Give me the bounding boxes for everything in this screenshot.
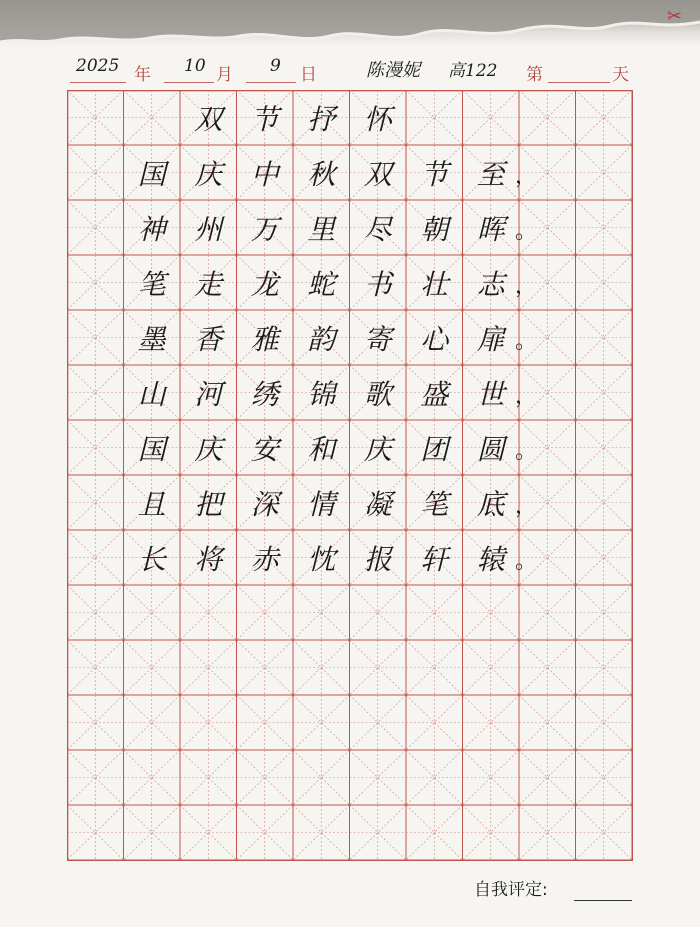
title-character (519, 90, 576, 145)
poem-character: 报 (363, 542, 392, 576)
tian-label: 天 (612, 65, 629, 85)
poem-character: 秋 (307, 157, 336, 191)
poem-punctuation: ， (515, 164, 538, 189)
poem-punctuation: ， (515, 384, 538, 409)
poem-character (576, 200, 633, 255)
torn-edge-decoration (0, 0, 700, 46)
poem-punctuation: ， (515, 274, 538, 299)
poem-character: 盛 (420, 377, 449, 411)
poem-character (576, 420, 633, 475)
day-label: 日 (300, 65, 317, 85)
poem-character: 山 (137, 377, 166, 411)
poem-character: 锦 (307, 377, 336, 411)
poem-character: 底 (476, 487, 505, 521)
poem-line (67, 475, 632, 530)
poem-character: 赤 (250, 542, 279, 576)
self-evaluation-label: 自我评定: (474, 880, 548, 900)
month-label: 月 (216, 65, 233, 85)
title-character (406, 90, 463, 145)
poem-line (67, 145, 632, 200)
poem-character: 里 (307, 212, 336, 246)
poem-character: 志 (476, 267, 505, 301)
poem-character: 国 (137, 432, 166, 466)
title-row (67, 90, 632, 145)
poem-character: 墨 (137, 322, 166, 356)
poem-character: 团 (420, 432, 449, 466)
poem-character: 万 (250, 212, 279, 246)
poem-character: 龙 (250, 267, 279, 301)
poem-character: 歌 (363, 377, 392, 411)
poem-character (576, 475, 633, 530)
poem-character: 书 (363, 267, 392, 301)
title-character: 双 (194, 102, 223, 136)
poem-character: 轩 (420, 542, 449, 576)
poem-character: 至 (476, 157, 505, 191)
poem-character: 忱 (307, 542, 336, 576)
poem-character: 朝 (420, 212, 449, 246)
poem-character: 长 (137, 542, 166, 576)
di-label: 第 (526, 65, 543, 85)
poem-character: 走 (194, 267, 223, 301)
poem-character: 把 (194, 487, 223, 521)
title-character: 节 (250, 102, 279, 136)
poem-character: 韵 (307, 322, 336, 356)
poem-character: 中 (250, 157, 279, 191)
scissors-icon: ✂ (666, 6, 682, 27)
poem-character: 庆 (363, 432, 392, 466)
poem-punctuation: 。 (515, 439, 538, 464)
month-underline (164, 82, 214, 83)
poem-character: 绣 (250, 377, 279, 411)
poem-character: 寄 (363, 322, 392, 356)
title-character (576, 90, 633, 145)
poem-character: 凝 (363, 487, 392, 521)
poem-character: 扉 (476, 322, 505, 356)
poem-character: 州 (194, 212, 223, 246)
poem-character (576, 530, 633, 585)
poem-character: 河 (194, 377, 223, 411)
poem-character (576, 145, 633, 200)
title-character (124, 90, 181, 145)
poem-punctuation: 。 (515, 329, 538, 354)
day-count-underline (548, 82, 610, 83)
poem-character: 庆 (194, 432, 223, 466)
poem-character: 晖 (476, 212, 505, 246)
student-class: 高122 (448, 61, 498, 81)
poem-character: 神 (137, 212, 166, 246)
year-label: 年 (134, 65, 151, 85)
title-character: 怀 (363, 102, 392, 136)
poem-character (67, 145, 124, 200)
title-character (463, 90, 520, 145)
poem-character (576, 255, 633, 310)
poem-character: 辕 (476, 542, 505, 576)
poem-character: 和 (307, 432, 336, 466)
poem-character (576, 365, 633, 420)
date-header (64, 56, 639, 86)
poem-character (576, 310, 633, 365)
poem-character: 香 (194, 322, 223, 356)
poem-character: 深 (250, 487, 279, 521)
poem-character (67, 365, 124, 420)
poem-line (67, 365, 632, 420)
day-value: 9 (270, 56, 281, 76)
poem-line (67, 310, 632, 365)
poem-line (67, 420, 632, 475)
writing-area (67, 90, 632, 860)
day-underline (246, 82, 296, 83)
poem-character: 圆 (476, 432, 505, 466)
poem-character: 庆 (194, 157, 223, 191)
poem-character: 雅 (250, 322, 279, 356)
poem-character: 壮 (420, 267, 449, 301)
poem-line (67, 200, 632, 255)
poem-character: 笔 (420, 487, 449, 521)
poem-character (67, 530, 124, 585)
poem-character: 笔 (137, 267, 166, 301)
student-name: 陈漫妮 (366, 60, 420, 81)
poem-punctuation: 。 (515, 549, 538, 574)
year-value: 2025 (76, 56, 120, 76)
poem-character (67, 200, 124, 255)
poem-character: 情 (307, 487, 336, 521)
poem-punctuation: ， (515, 494, 538, 519)
poem-character: 心 (420, 322, 449, 356)
poem-character: 世 (476, 377, 505, 411)
poem-character: 节 (420, 157, 449, 191)
poem-punctuation: 。 (515, 219, 538, 244)
poem-character: 将 (194, 542, 223, 576)
poem-character: 蛇 (307, 267, 336, 301)
poem-character: 且 (137, 487, 166, 521)
poem-character (67, 310, 124, 365)
self-evaluation-line[interactable] (574, 900, 632, 901)
year-underline (70, 82, 126, 83)
poem-character: 双 (363, 157, 392, 191)
poem-line (67, 530, 632, 585)
title-character (67, 90, 124, 145)
poem-character (67, 475, 124, 530)
poem-character: 尽 (363, 212, 392, 246)
poem-character (67, 255, 124, 310)
poem-line (67, 255, 632, 310)
poem-character: 国 (137, 157, 166, 191)
poem-character (67, 420, 124, 475)
poem-character: 安 (250, 432, 279, 466)
month-value: 10 (184, 56, 206, 76)
title-character: 抒 (307, 102, 336, 136)
